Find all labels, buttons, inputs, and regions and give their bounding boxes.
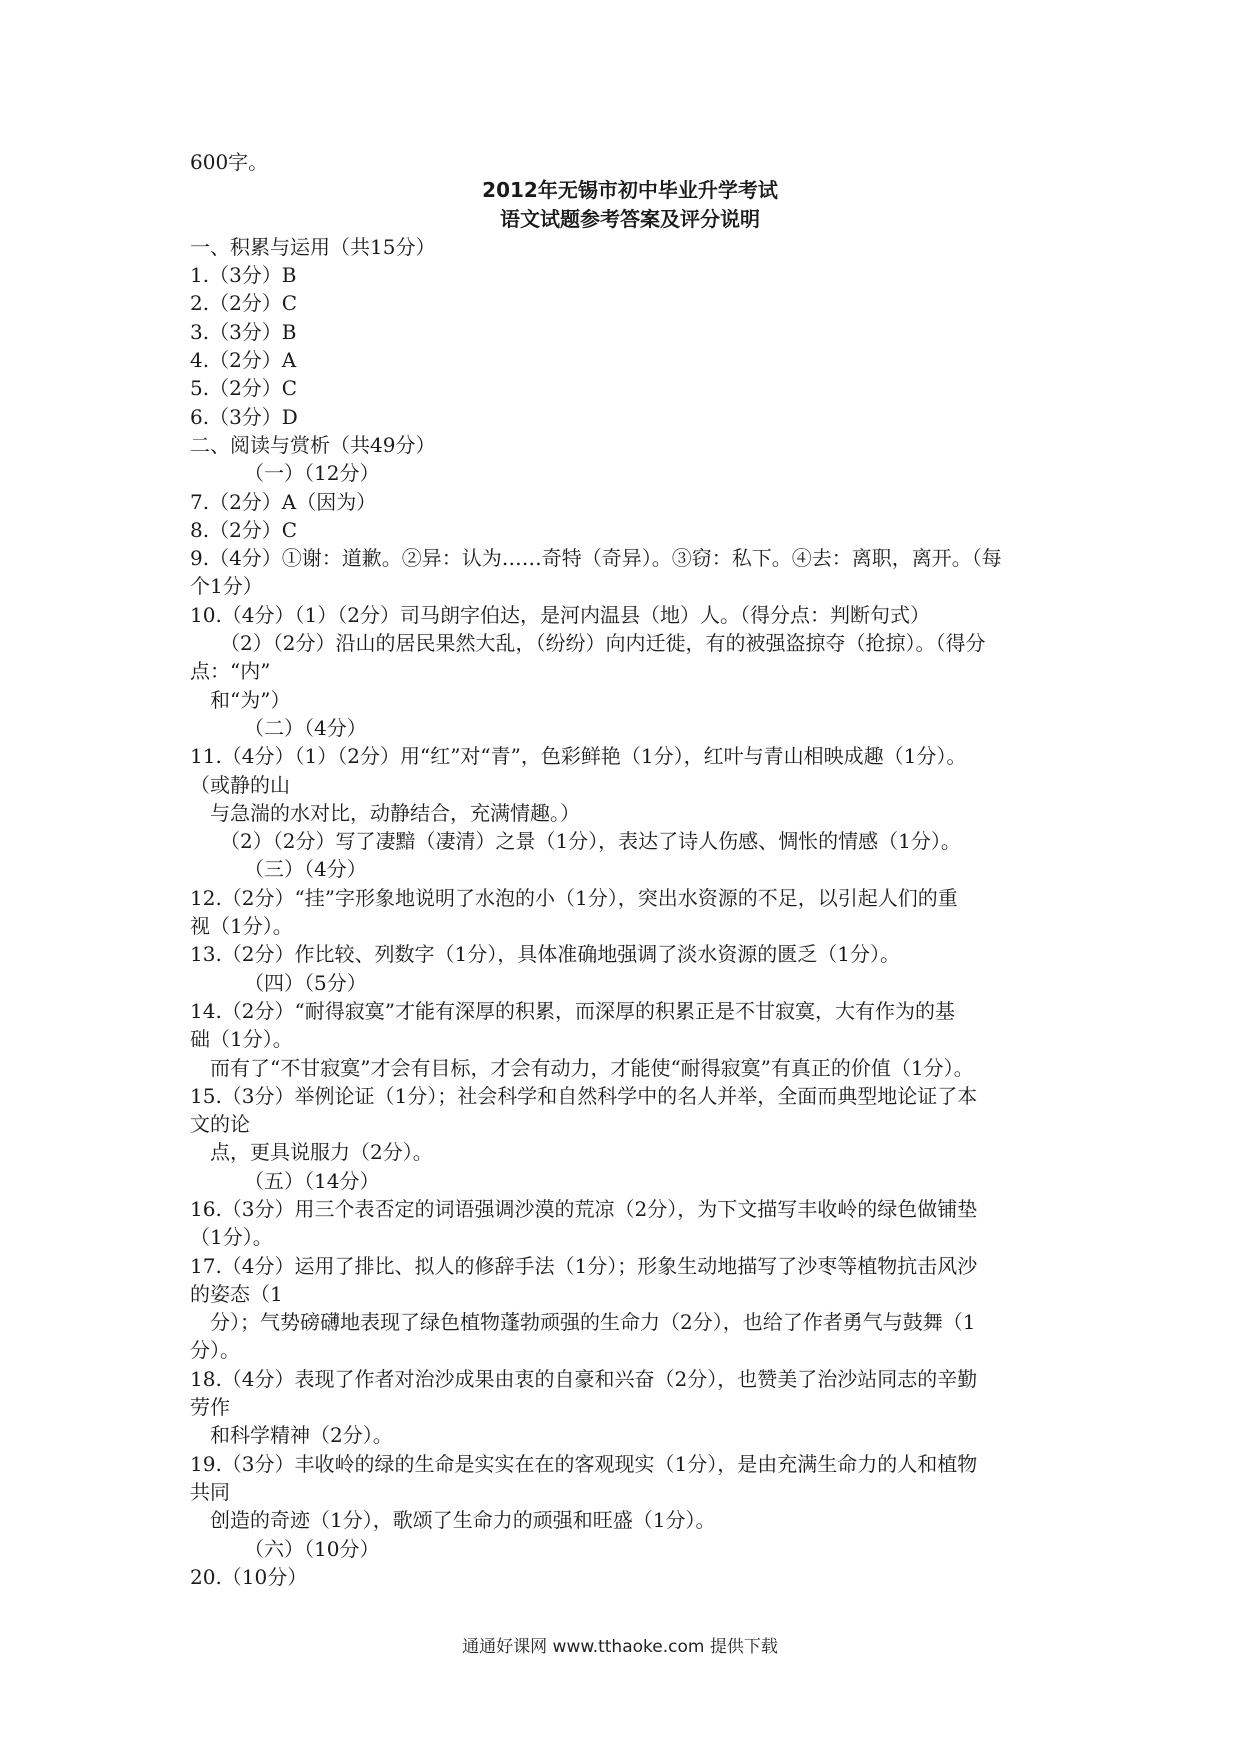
section-heading: 二、阅读与赏析（共49分） (190, 432, 436, 457)
subsection-heading: （四）（5分） (244, 970, 367, 995)
answer-line: 16.（3分）用三个表否定的词语强调沙漠的荒凉（2分），为下文描写丰收岭的绿色做铺垫 (190, 1196, 978, 1221)
answer-line: 分）；气势磅礴地表现了绿色植物蓬勃顽强的生命力（2分），也给了作者勇气与鼓舞（1 (210, 1310, 976, 1335)
answer-line: 创造的奇迹（1分），歌颂了生命力的顽强和旺盛（1分）。 (210, 1508, 716, 1533)
section-heading: 一、积累与运用（共15分） (190, 234, 436, 259)
document-title: 2012年无锡市初中毕业升学考试 (482, 178, 778, 203)
answer-line: 而有了“不甘寂寞”才会有目标，才会有动力，才能使“耐得寂寞”有真正的价值（1分）。 (210, 1055, 974, 1080)
answer-line: 劳作 (190, 1395, 230, 1420)
answer-line: 5.（2分）C (190, 376, 298, 401)
answer-line: 的姿态（1 (190, 1281, 283, 1306)
answer-line: 分）。 (190, 1338, 240, 1363)
answer-line: 14.（2分）“耐得寂寞”才能有深厚的积累，而深厚的积累正是不甘寂寞，大有作为的基 (190, 998, 955, 1023)
document-subtitle: 语文试题参考答案及评分说明 (500, 206, 760, 231)
text-line: 600字。 (190, 150, 269, 174)
answer-line: （2）（2分）写了凄黯（凄清）之景（1分），表达了诗人伤感、惆怅的情感（1分）。 (220, 829, 961, 854)
answer-line: 18.（4分）表现了作者对治沙成果由衷的自豪和兴奋（2分），也赞美了治沙站同志的辛勤 (190, 1366, 978, 1391)
answer-line: 和“为”） (210, 687, 291, 712)
answer-line: 点，更具说服力（2分）。 (210, 1140, 433, 1165)
answer-line: 11.（4分）（1）（2分）用“红”对“青”，色彩鲜艳（1分），红叶与青山相映成趣（1分）。 (190, 744, 967, 769)
answer-line: 2.（2分）C (190, 291, 298, 316)
answer-line: 共同 (190, 1479, 230, 1504)
answer-line: 点：“内” (190, 659, 271, 684)
answer-line: 与急湍的水对比，动静结合，充满情趣。） (210, 800, 580, 825)
answer-line: 13.（2分）作比较、列数字（1分），具体准确地强调了淡水资源的匮乏（1分）。 (190, 942, 900, 967)
answer-line: 12.（2分）“挂”字形象地说明了水泡的小（1分），突出水资源的不足，以引起人们的重 (190, 885, 958, 910)
subsection-heading: （六）（10分） (244, 1536, 380, 1561)
subsection-heading: （二）（4分） (244, 715, 367, 740)
answer-line: 1.（3分）B (190, 263, 297, 288)
answer-line: 19.（3分）丰收岭的绿的生命是实实在在的客观现实（1分），是由充满生命力的人和植物 (190, 1451, 978, 1476)
answer-line: （或静的山 (190, 772, 290, 797)
answer-line: 和科学精神（2分）。 (210, 1423, 393, 1448)
answer-line: 视（1分）。 (190, 914, 293, 939)
answer-line: （1分）。 (190, 1225, 273, 1250)
subsection-heading: （五）（14分） (244, 1168, 380, 1193)
answer-line: 4.（2分）A (190, 348, 297, 373)
document-body (190, 148, 1070, 1591)
answer-line: （2）（2分）沿山的居民果然大乱，（纷纷）向内迁徙，有的被强盗掠夺（抢掠）。（得分 (220, 631, 986, 656)
answer-line: 20.（10分） (190, 1564, 308, 1589)
page-footer: 通通好课网 www.tthaoke.com 提供下载 (462, 1637, 778, 1657)
answer-line: 17.（4分）运用了排比、拟人的修辞手法（1分）；形象生动地描写了沙枣等植物抗击风沙 (190, 1253, 978, 1278)
answer-line: 文的论 (190, 1112, 250, 1137)
answer-line: 8.（2分）C (190, 517, 298, 542)
answer-line: 9.（4分）①谢：道歉。②异：认为……奇特（奇异）。③窃：私下。④去：离职，离开。（每 (190, 546, 1002, 571)
subsection-heading: （三）（4分） (244, 857, 367, 882)
answer-line: 10.（4分）（1）（2分）司马朗字伯达，是河内温县（地）人。（得分点：判断句式） (190, 602, 930, 627)
subsection-heading: （一）（12分） (244, 461, 380, 486)
answer-line: 15.（3分）举例论证（1分）；社会科学和自然科学中的名人并举，全面而典型地论证了本 (190, 1083, 978, 1108)
answer-line: 3.（3分）B (190, 319, 297, 344)
answer-line: 6.（3分）D (190, 404, 298, 429)
answer-line: 7.（2分）A（因为） (190, 489, 377, 514)
answer-line: 个1分） (190, 574, 263, 599)
answer-line: 础（1分）。 (190, 1027, 293, 1052)
